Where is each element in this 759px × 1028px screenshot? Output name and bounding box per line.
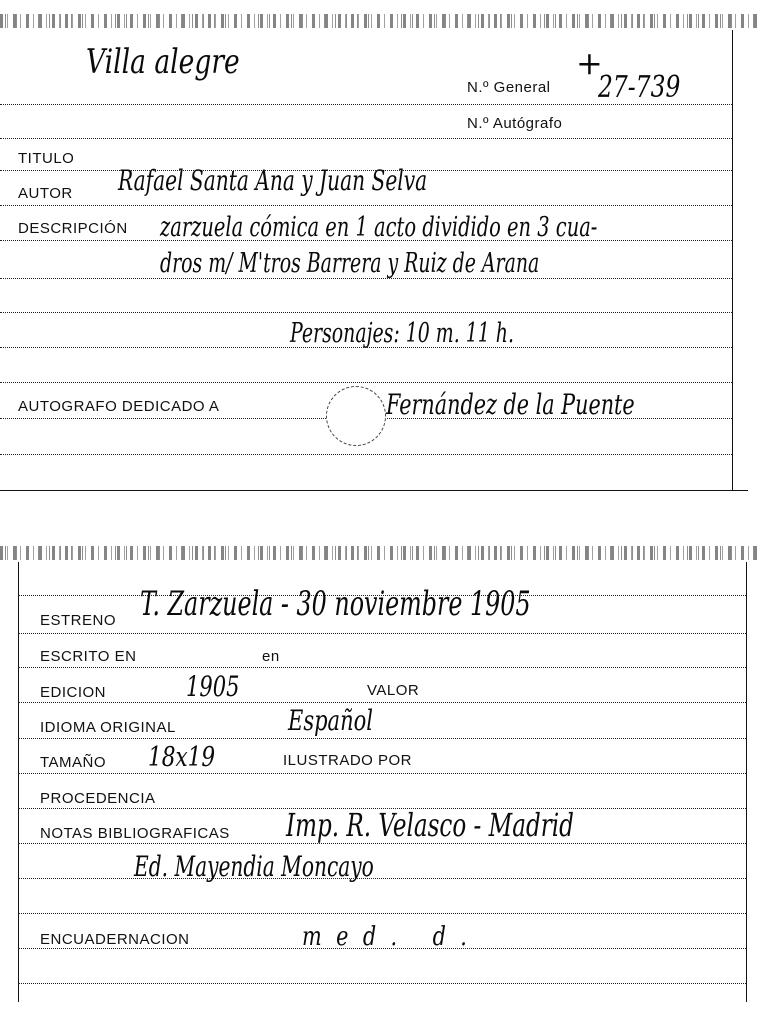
edicion-label: EDICION [40, 684, 107, 701]
autor-value: Rafael Santa Ana y Juan Selva [118, 164, 428, 197]
rule [0, 138, 732, 139]
descripcion-label: DESCRIPCIÓN [18, 220, 128, 237]
rule [18, 983, 746, 984]
procedencia-label: PROCEDENCIA [40, 790, 156, 807]
escrito-en2-label: en [262, 648, 280, 665]
tamano-label: TAMAÑO [40, 754, 107, 771]
idioma-value: Español [288, 704, 373, 737]
ilustrado-label: ILUSTRADO POR [283, 752, 413, 769]
encuadernacion-value: med. d. [302, 922, 482, 952]
card-title: Villa alegre [86, 42, 240, 82]
personajes: Personajes: 10 m. 11 h. [290, 318, 514, 349]
rule [0, 454, 732, 455]
escrito-label [40, 648, 136, 665]
notas-label: NOTAS BIBLIOGRAFICAS [40, 825, 230, 842]
general-mark: + [576, 44, 603, 82]
autografo-label: AUTOGRAFO DEDICADO A [18, 398, 220, 415]
rule [18, 773, 746, 774]
notas-line1: Imp. R. Velasco - Madrid [286, 806, 574, 844]
notas-line2: Ed. Mayendia Moncayo [134, 850, 374, 883]
rule [18, 667, 746, 668]
autor-label: AUTOR [18, 185, 73, 202]
rule [0, 312, 732, 313]
general-number-value: 27-739 [598, 70, 681, 105]
tamano-value: 18x19 [148, 742, 216, 773]
edicion-value: 1905 [186, 670, 240, 703]
top-card-bottom-edge [0, 490, 748, 491]
rule [18, 702, 746, 703]
autografo-value: Fernández de la Puente [386, 388, 635, 421]
descripcion-line2: dros m/ M'tros Barrera y Ruiz de Arana [160, 248, 540, 279]
stamp-seal [326, 386, 386, 446]
estreno-value: T. Zarzuela - 30 noviembre 1905 [140, 584, 531, 624]
descripcion-line1: zarzuela cómica en 1 acto dividido en 3 cua- [160, 212, 598, 243]
escrito-label-text: ESCRITO EN [40, 648, 137, 665]
rule [0, 382, 732, 383]
valor-label: VALOR [367, 682, 420, 699]
titulo-label: TITULO [18, 150, 75, 167]
autograph-number-label: N.º Autógrafo [467, 115, 563, 132]
rule [18, 633, 746, 634]
estreno-label: ESTRENO [40, 612, 117, 629]
bottom-card-torn-edge [0, 546, 759, 560]
rule [18, 878, 746, 879]
rule [18, 913, 746, 914]
encuadernacion-label: ENCUADERNACION [40, 931, 190, 948]
idioma-label: IDIOMA ORIGINAL [40, 719, 176, 736]
rule [18, 738, 746, 739]
rule [0, 205, 732, 206]
top-card-torn-edge [0, 14, 759, 28]
general-number-label: N.º General [467, 79, 551, 96]
